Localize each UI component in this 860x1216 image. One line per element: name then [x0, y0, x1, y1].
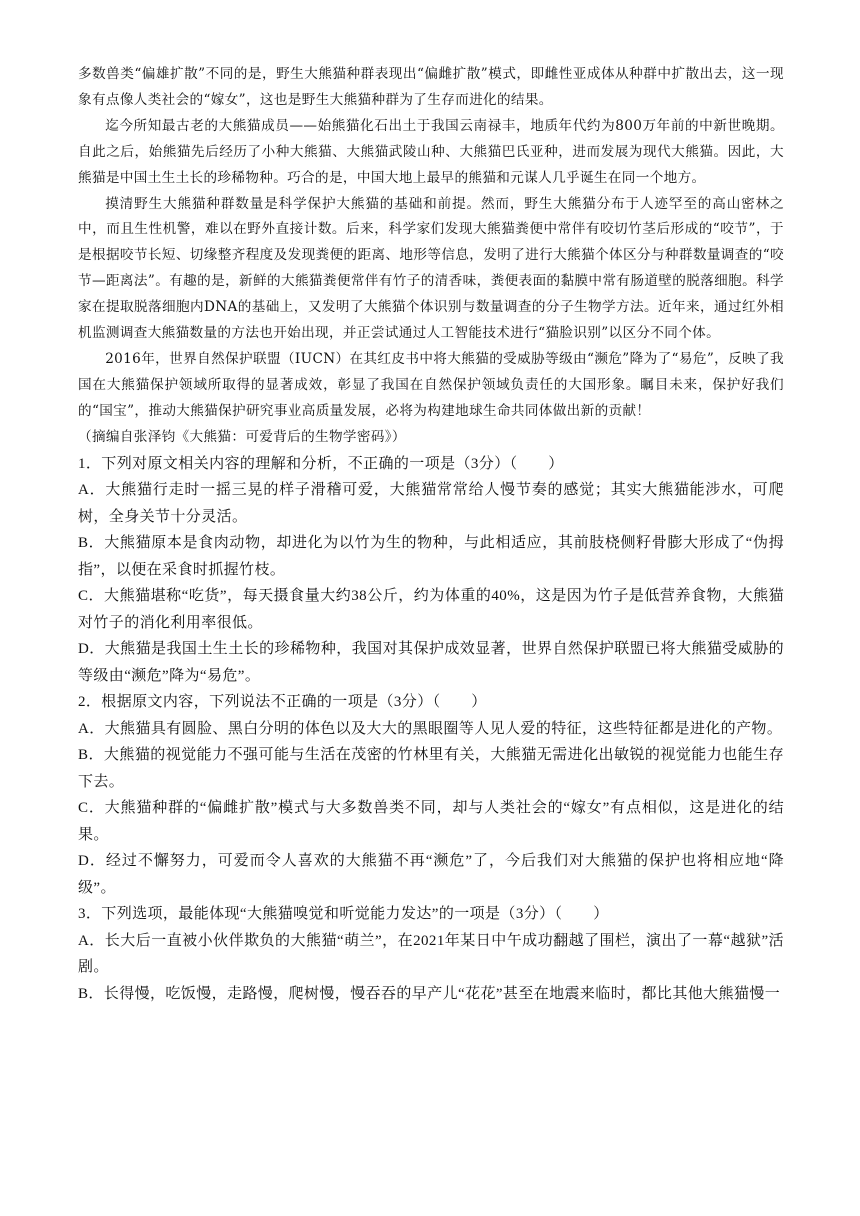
question-1: [78, 451, 784, 690]
passage-paragraph-3: 摸清野生大熊猫种群数量是科学保护大熊猫的基础和前提。然而，野生大熊猫分布于人迹罕至的高山密林之中，而且生性机警，难以在野外直接计数。后来，科学家们发现大熊猫粪便中常伴有咬切竹茎后形成的“咬节”，于是根据咬节长短、切缘整齐程度及发现粪便的距离、地形等信息，发明了进行大熊猫个体区分与种群数量调查的“咬节—距离法”。有趣的是，新鲜的大熊猫粪便常伴有竹子的清香味，粪便表面的黏膜中常有肠道壁的脱落细胞。科学家在提取脱落细胞内DNA的基础上，又发明了大熊猫个体识别与数量调查的分子生物学方法。近年来，通过红外相机监测调查大熊猫数量的方法也开始出现，并正尝试通过人工智能技术进行“猫脸识别”以区分不同个体。: [78, 195, 784, 342]
question-3: [78, 901, 784, 1007]
question-option-b: B．大熊猫的视觉能力不强可能与生活在茂密的竹林里有关，大熊猫无需进化出敏锐的视觉能力也能生存下去。: [78, 747, 784, 790]
question-stem: 3．下列选项，最能体现“大熊猫嗅觉和听觉能力发达”的一项是（3分）（ ）: [78, 906, 609, 923]
reading-passage: [78, 62, 784, 451]
question-option-a: A．长大后一直被小伙伴欺负的大熊猫“萌兰”，在2021年某日中午成功翻越了围栏，演出了一幕“越狱”活剧。: [78, 932, 784, 976]
exam-page: [78, 62, 784, 1007]
question-2: [78, 689, 784, 901]
question-option-a: A．大熊猫具有圆脸、黑白分明的体色以及大大的黑眼圈等人见人爱的特征，这些特征都是进化的产物。: [78, 720, 783, 737]
question-option-c: C．大熊猫堪称“吃货”，每天摄食量大约38公斤，约为体重的40%，这是因为竹子是低营养食物，大熊猫对竹子的消化利用率很低。: [78, 588, 784, 631]
question-option-b: B．大熊猫原本是食肉动物，却进化为以竹为生的物种，与此相适应，其前肢桡侧籽骨膨大形成了“伪拇指”，以便在采食时抓握竹枝。: [78, 535, 784, 578]
passage-paragraph-2: 迄今所知最古老的大熊猫成员——始熊猫化石出土于我国云南禄丰，地质年代约为800万年前的中新世晚期。自此之后，始熊猫先后经历了小种大熊猫、大熊猫武陵山种、大熊猫巴氏亚种，进而发展为现代大熊猫。因此，大熊猫是中国土生土长的珍稀物种。巧合的是，中国大地上最早的熊猫和元谋人几乎诞生在同一个地方。: [78, 117, 784, 186]
question-option-d: D．大熊猫是我国土生土长的珍稀物种，我国对其保护成效显著，世界自然保护联盟已将大熊猫受威胁的等级由“濒危”降为“易危”。: [78, 641, 784, 684]
passage-paragraph-1: 多数兽类“偏雄扩散”不同的是，野生大熊猫种群表现出“偏雌扩散”模式，即雌性亚成体从种群中扩散出去，这一现象有点像人类社会的“嫁女”，这也是野生大熊猫种群为了生存而进化的结果。: [78, 66, 784, 108]
question-option-d: D．经过不懈努力，可爱而令人喜欢的大熊猫不再“濒危”了，今后我们对大熊猫的保护也将相应地“降级”。: [78, 853, 784, 896]
question-list: [78, 451, 784, 1008]
question-stem: 1．下列对原文相关内容的理解和分析，不正确的一项是（3分）（ ）: [78, 455, 564, 472]
question-stem: 2．根据原文内容，下列说法不正确的一项是（3分）（ ）: [78, 694, 487, 711]
passage-paragraph-4: 2016年，世界自然保护联盟（IUCN）在其红皮书中将大熊猫的受威胁等级由“濒危”降为了“易危”，反映了我国在大熊猫保护领域所取得的显著成效，彰显了我国在自然保护领域负责任的大国形象。瞩目未来，保护好我们的“国宝”，推动大熊猫保护研究事业高质量发展，必将为构建地球生命共同体做出新的贡献！: [78, 350, 784, 419]
question-option-c: C．大熊猫种群的“偏雌扩散”模式与大多数兽类不同，却与人类社会的“嫁女”有点相似，这是进化的结果。: [78, 800, 784, 843]
question-option-a: A．大熊猫行走时一摇三晃的样子滑稽可爱，大熊猫常常给人慢节奏的感觉；其实大熊猫能涉水，可爬树，全身关节十分灵活。: [78, 482, 784, 525]
passage-source: （摘编自张泽钧《大熊猫：可爱背后的生物学密码》）: [78, 428, 406, 445]
question-option-b: B．长得慢，吃饭慢，走路慢，爬树慢，慢吞吞的早产儿“花花”甚至在地震来临时，都比其他大熊猫慢一: [78, 985, 781, 1002]
